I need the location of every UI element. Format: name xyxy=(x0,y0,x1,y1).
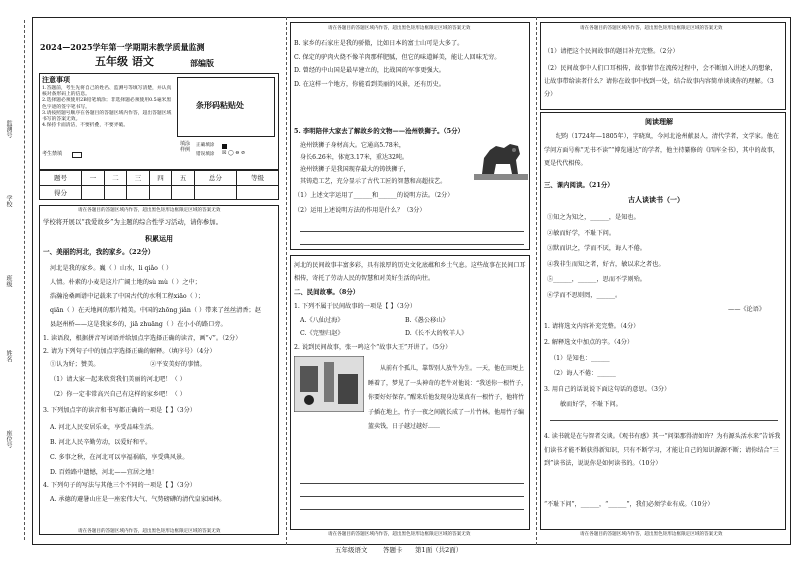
notice-line: 2.选择题必须使用2B铅笔填涂；非选择题必须使用0.5毫米黑色字迹的签字笔书写。 xyxy=(42,98,172,110)
choices-list xyxy=(50,420,188,480)
choice-line[interactable]: B. 家乡的石家庄是我的骄傲，比如日本的富士山可是大多了。 xyxy=(294,40,464,47)
answer-line[interactable] xyxy=(300,509,524,510)
question-1-4: 4. 下列句子的写法与其他三个不同的一项是【 】（3分） xyxy=(43,482,196,489)
score-header: 总分 xyxy=(194,171,236,186)
question-1-3: 3. 下列加点字的读音和书写都正确的一项是【 】（3分） xyxy=(43,407,196,414)
correct-fill-label: 正确填涂 xyxy=(196,143,215,148)
option-2b[interactable]: B.《愚公移山》 xyxy=(405,317,449,324)
footer-page: 第1面（共2面） xyxy=(415,546,463,554)
choice[interactable]: C. 多事之秋，在河北可以享福祸临，享受典风景。 xyxy=(50,454,189,461)
lion-line: 沧州铁狮子是我国现存最大的铸铁狮子， xyxy=(300,166,410,173)
option-2c[interactable]: C.《完璧归赵》 xyxy=(300,330,344,337)
score-header: 二 xyxy=(104,171,127,186)
wrong-fill-label: 错误填涂 xyxy=(196,152,215,157)
score-table xyxy=(39,170,279,200)
lion-description xyxy=(300,140,472,188)
notice-line: 1.答题前，考生先将自己的姓名、监测号等填写清楚，并认真核对条形码上的信息。 xyxy=(42,86,172,98)
answer-line[interactable] xyxy=(300,231,524,232)
choice-line[interactable]: D. 在这样一个地方，你能看到美丽的风景，还有历史。 xyxy=(294,81,445,88)
option-a: ①认为好；赞美。 xyxy=(50,361,100,368)
exam-title: 2024—2025学年第一学期期末教学质量监测 xyxy=(40,42,205,52)
passage-line: 浩瀚沧桑画谱中记载来了中国古代的水利工程xiāo（ ）； xyxy=(50,293,205,300)
question-1-1: 1. 读语段，根据拼音写词语并给加点字选择正确的读音，画“√”。（2分） xyxy=(43,335,242,342)
lion-line: 身长6.26米，体宽3.17米，重达32吨。 xyxy=(300,154,409,161)
reading-q3: 3. 用自己的话说说下面这句话的意思。（3分） xyxy=(544,386,671,393)
notice-title: 注意事项 xyxy=(42,75,70,84)
poem-title: 古人谈读书（一） xyxy=(628,195,684,204)
option-2a[interactable]: A.《八仙过海》 xyxy=(300,317,344,324)
reading-q2: 2. 解释选文中加点的字。（4分） xyxy=(544,339,634,346)
absent-label: 考生禁填 xyxy=(42,151,63,157)
area-warning-bottom: 请在各题目的答题区域内作答，超出黑色矩形边框限定区域的答案无效 xyxy=(328,532,471,537)
passage xyxy=(50,262,278,332)
question-5-1: （1）上述文字运用了______和______的说明方法。（2分） xyxy=(294,192,454,199)
question-2-1: 1. 下列不属于民间故事的一项是【 】（3分） xyxy=(294,303,417,310)
reading-q1: 1. 请将选文内容补充完整。（4分） xyxy=(544,323,640,330)
question-3-1: （1）请把这个民间故事的题目补充完整。（2分） xyxy=(544,48,679,55)
section-heading: 积累运用 xyxy=(145,234,173,243)
question-5-2: （2）运用上述说明方法的作用是什么？（3分） xyxy=(294,207,426,214)
reading-q2a: （1）是知也：______ xyxy=(550,355,610,362)
author-bio: 纪昀（1724年—1805年），字晓岚，今河北沧州献县人，清代学者，文学家。他在学问方面号称“无书不读”“博览通达”的学者，他主持纂修的《四库全书》，其中的故事，更是代代相传。 xyxy=(544,133,779,167)
notice-list xyxy=(42,86,174,130)
sidebar-class: 班级 xyxy=(5,275,12,287)
question-1-2: 2. 请为下列句子中的加点字选择正确的解释。（填序号）（4分） xyxy=(43,348,216,355)
area-warning-bottom: 请在各题目的答题区域内作答，超出黑色矩形边框限定区域的答案无效 xyxy=(580,532,723,537)
score-header: 四 xyxy=(149,171,172,186)
area-warning: 请在各题目的答题区域内作答，超出黑色矩形边框限定区域的答案无效 xyxy=(580,26,723,31)
answer-line[interactable] xyxy=(300,483,524,484)
poem-line: ②敏而好学，不耻下问。 xyxy=(547,229,616,237)
sentence-1: （1）请大家一起来欣赏我们美丽的河北吧！（ ） xyxy=(50,376,186,383)
question-3-2: （2）民间故事中人们口耳相传，故事情节在流传过程中，会不断加入讲述人的想象，让故事带给读者什么？请你在故事中找到一处，结合故事内容简单谈谈你的理解。（3分） xyxy=(544,65,777,98)
passage-line: 人情。朴素的小麦是这片广阔土地的sù mù（ ）之中； xyxy=(50,279,201,286)
sidebar-exam-no: 监测号 xyxy=(5,120,12,138)
notice-line: 3.请按照题号顺序在各题目的答题区域内作答，超出答题区域书写的答案无效。 xyxy=(42,110,172,123)
score-cell[interactable] xyxy=(194,185,236,200)
sentence-2: （2）你一定非常高兴自己有这样的家乡吧！（ ） xyxy=(50,391,186,398)
score-cell[interactable] xyxy=(149,185,172,200)
poem-lines xyxy=(547,210,782,303)
score-cell[interactable] xyxy=(82,185,105,200)
footer-sheet: 答题卡 xyxy=(383,546,403,554)
folk-intro: 河北的民间故事丰富多彩，具有浓厚的历史文化底蕴和乡土气息。这些故事在民间口耳相传，寄托了劳动人民的智慧和对美好生活的向往。 xyxy=(294,262,526,282)
option-2d[interactable]: D.《长不大的牧羊人》 xyxy=(405,330,468,337)
score-row-label: 得分 xyxy=(40,185,82,200)
poem-line: ④我非生而知之者，好古，敏以求之者也。 xyxy=(547,260,665,268)
choice-line[interactable]: C. 保定的驴肉火烧不像羊肉那样肥腻，但它的味道鲜美，能让人回味无穷。 xyxy=(294,54,501,61)
choice[interactable]: B. 河北人民辛勤劳动，以爱好和平。 xyxy=(50,439,152,446)
reading-q3-sentence: 敏而好学，不耻下问。 xyxy=(560,401,622,408)
story-illustration xyxy=(294,356,364,412)
poem-line: ⑤______，______，思而不学则殆。 xyxy=(547,276,646,283)
choice-line[interactable]: D. 曾经的中山国是最早建立的，比战国的军事更强大。 xyxy=(294,67,445,74)
score-cell[interactable] xyxy=(127,185,150,200)
area-warning: 请在各题目的答题区域内作答，超出黑色矩形边框限定区域的答案无效 xyxy=(78,208,221,213)
score-header: 等级 xyxy=(236,171,278,186)
edition: 部编版 xyxy=(190,58,214,68)
footer-subject: 五年级语文 xyxy=(335,546,368,554)
sidebar-name: 姓名 xyxy=(5,350,12,362)
score-header: 三 xyxy=(127,171,150,186)
story-text: 从前有个孤儿，靠帮别人放牛为生。一天，他在田埂上睡着了，梦见了一头神奇的老牛对他说：“我送你一根竹子，你要好好保存。”醒来后他发现身边果真有一根竹子，他将竹子插在地上，竹子一夜之间就长成了一片竹林。他用竹子编篮卖钱，日子越过越好…… xyxy=(368,365,528,430)
choice[interactable]: A. 河北人民安居乐业，享受品味生活。 xyxy=(50,424,158,431)
lion-line: 其铸造工艺，充分显示了古代工匠的智慧和高超技艺。 xyxy=(300,178,447,185)
section-3-heading: 三、课内阅读。（21分） xyxy=(544,181,614,189)
passage-line: qiān（ ）在天地间的那片精美。中国的zhōng jiǎn（ ）带来了丝丝清香；赵 xyxy=(50,307,261,314)
score-cell[interactable] xyxy=(172,185,195,200)
option-b: ②平安美好的事情。 xyxy=(150,361,206,368)
score-cell[interactable] xyxy=(236,185,278,200)
activity-intro: 学校将开展以“我爱故乡”为主题的综合性学习活动，请你参加。 xyxy=(43,218,223,226)
area-warning: 请在各题目的答题区域内作答，超出黑色矩形边框限定区域的答案无效 xyxy=(328,26,471,31)
lion-line: 沧州铁狮子身材高大。它通高5.78米， xyxy=(300,142,405,149)
barcode-label: 条形码粘贴处 xyxy=(196,100,244,110)
reading-title: 阅读理解 xyxy=(645,117,673,126)
column-divider-1 xyxy=(286,17,287,545)
poem-line: ③默而识之，学而不厌，诲人不倦。 xyxy=(547,245,646,252)
wrong-fill-marks: ☒ ◯ ⊖ ⊘ xyxy=(222,150,246,156)
reading-q2b: （2）诲人不倦：______ xyxy=(550,370,616,377)
section-2-heading: 二、民间故事。（8分） xyxy=(294,288,360,296)
grade-subject: 五年级 语文 xyxy=(95,55,154,68)
passage-line: 河北是我的家乡。巍（ ）山水，li qiǎo（ ） xyxy=(50,265,173,272)
poem-line: ⑥学而不思则罔，______。 xyxy=(547,291,622,299)
answer-line[interactable] xyxy=(550,420,778,421)
poem-line: ①知之为知之，______，是知也。 xyxy=(547,214,640,221)
passage-line: 县赵州桥——这是我家乡的，jiā zhuāng（ ）在小小的路口旁。 xyxy=(50,321,227,328)
score-header: 五 xyxy=(172,171,195,186)
sidebar-school: 学校 xyxy=(5,195,12,207)
question-1-heading: 一、美丽的河北，我的家乡。（22分） xyxy=(43,248,155,256)
question-2-2: 2. 说到民间故事，张一鸣这个“故事大王”开讲了。（5分） xyxy=(294,344,452,351)
score-header: 一 xyxy=(82,171,105,186)
column-divider-2 xyxy=(536,17,537,545)
iron-lion-image xyxy=(474,136,528,182)
sidebar-cut-line xyxy=(24,20,25,540)
question-5: 5. 李明陪伴大家去了解故乡的文物——沧州铁狮子。（5分） xyxy=(294,127,464,135)
choice-a2[interactable]: A. 承德的避暑山庄是一座宏伟大气、气势磅礴的清代皇家园林。 xyxy=(50,496,226,503)
area-warning-bottom: 请在各题目的答题区域内作答，超出黑色矩形边框限定区域的答案无效 xyxy=(78,529,221,534)
answer-line[interactable] xyxy=(300,244,524,245)
choice[interactable]: D. 百姓路中遗憾，河北——宜居之地！ xyxy=(50,469,158,476)
score-cell[interactable] xyxy=(104,185,127,200)
reading-q4: 4. 读书就是在与智者交谈。《观书有感》其一“问渠那得清如许？为有源头活水来”告诉我们读书才能不断获得新知识，只有不断学习，才能让自己的知识源源不断；请你结合“三到”读书法，说说你是如何读书的。（10分） xyxy=(544,433,781,467)
score-header: 题号 xyxy=(40,171,82,186)
fill-example-label: 填涂样例 xyxy=(180,141,191,153)
choice-lines xyxy=(294,36,528,92)
correct-fill-mark xyxy=(222,144,227,149)
poem-source: ——《论语》 xyxy=(728,306,766,313)
notice-line: 4.保持卡面清洁，不要折叠，不要弄破。 xyxy=(42,123,129,129)
answer-line[interactable] xyxy=(300,496,524,497)
sidebar-seat: 座位号 xyxy=(5,430,12,448)
absent-checkbox[interactable] xyxy=(72,152,82,158)
reading-q4-fill: “不耻下问”，______，“______”，我们必须学业有成。（10分） xyxy=(544,501,714,508)
